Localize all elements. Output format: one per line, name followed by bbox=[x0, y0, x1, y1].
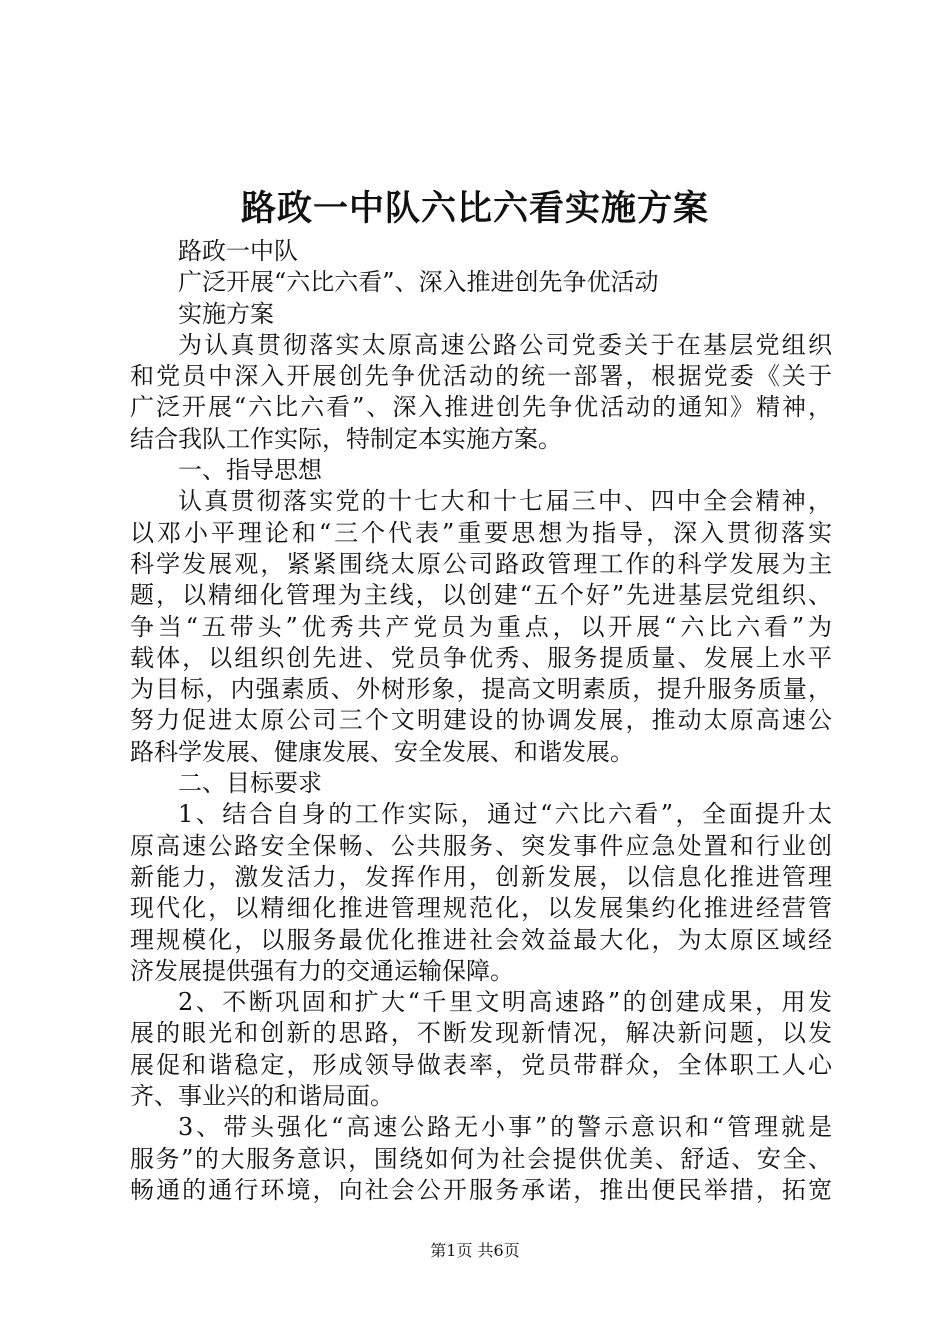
body-line: 努力促进太原公司三个文明建设的协调发展，推动太原高速公 bbox=[130, 706, 832, 735]
document-title: 路政一中队六比六看实施方案 bbox=[240, 188, 709, 229]
body-line: 展促和谐稳定，形成领导做表率，党员带群众，全体职工人心 bbox=[130, 1050, 832, 1079]
body-line: 1、结合自身的工作实际，通过“六比六看”，全面提升太 bbox=[178, 800, 832, 829]
body-line: 结合我队工作实际，特制定本实施方案。 bbox=[130, 424, 562, 453]
body-line: 3、带头强化“高速公路无小事”的警示意识和“管理就是 bbox=[178, 1113, 832, 1142]
body-line: 畅通的通行环境，向社会公开服务承诺，推出便民举措，拓宽 bbox=[130, 1175, 832, 1204]
body-line: 载体，以组织创先进、党员争优秀、服务提质量、发展上水平 bbox=[130, 643, 832, 672]
body-line: 科学发展观，紧紧围绕太原公司路政管理工作的科学发展为主 bbox=[130, 549, 832, 578]
body-line: 广泛开展“六比六看”、深入推进创先争优活动 bbox=[178, 268, 659, 297]
body-line: 理规模化，以服务最优化推进社会效益最大化，为太原区域经 bbox=[130, 925, 832, 954]
body-line: 原高速公路安全保畅、公共服务、突发事件应急处置和行业创 bbox=[130, 831, 832, 860]
body-line: 认真贯彻落实党的十七大和十七届三中、四中全会精神， bbox=[178, 487, 832, 516]
body-line: 为目标，内强素质、外树形象，提高文明素质，提升服务质量， bbox=[130, 675, 832, 704]
body-line: 以邓小平理论和“三个代表”重要思想为指导，深入贯彻落实 bbox=[130, 518, 832, 547]
body-line: 展的眼光和创新的思路，不断发现新情况，解决新问题，以发 bbox=[130, 1019, 832, 1048]
body-line: 新能力，激发活力，发挥作用，创新发展，以信息化推进管理 bbox=[130, 862, 832, 891]
body-line: 题，以精细化管理为主线，以创建“五个好”先进基层党组织、 bbox=[130, 581, 832, 610]
body-line: 济发展提供强有力的交通运输保障。 bbox=[130, 956, 514, 985]
body-line: 争当“五带头”优秀共产党员为重点，以开展“六比六看”为 bbox=[130, 612, 832, 641]
body-line: 为认真贯彻落实太原高速公路公司党委关于在基层党组织 bbox=[178, 330, 832, 359]
body-line: 路科学发展、健康发展、安全发展、和谐发展。 bbox=[130, 737, 634, 766]
page-footer: 第1页 共6页 bbox=[430, 1241, 520, 1260]
body-line: 现代化，以精细化推进管理规范化，以发展集约化推进经营管 bbox=[130, 894, 832, 923]
body-line: 齐、事业兴的和谐局面。 bbox=[130, 1082, 394, 1111]
document-body bbox=[130, 236, 832, 1206]
body-line: 广泛开展“六比六看”、深入推进创先争优活动的通知》精神， bbox=[130, 393, 832, 422]
section-heading: 一、指导思想 bbox=[178, 456, 322, 485]
body-line: 路政一中队 bbox=[178, 237, 298, 265]
body-line: 实施方案 bbox=[178, 299, 274, 328]
body-line: 2、不断巩固和扩大“千里文明高速路”的创建成果，用发 bbox=[178, 988, 832, 1017]
body-line: 服务”的大服务意识，围绕如何为社会提供优美、舒适、安全、 bbox=[130, 1144, 832, 1173]
body-line: 和党员中深入开展创先争优活动的统一部署，根据党委《关于 bbox=[130, 362, 832, 391]
section-heading: 二、目标要求 bbox=[178, 769, 322, 798]
